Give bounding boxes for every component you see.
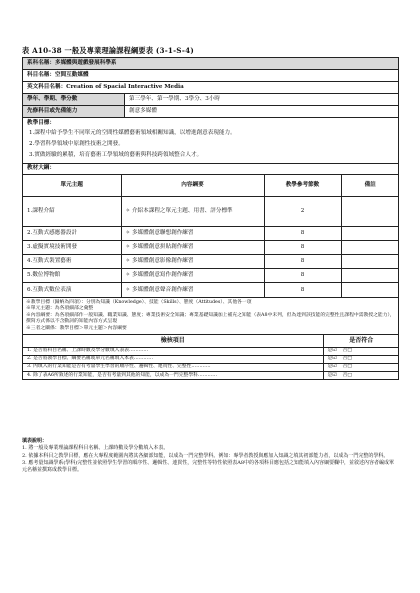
checklist-item: 3. 內填入的行業知能是否有考量學生學習的順序性、邏輯性、連貫性、完整性………… <box>23 363 323 371</box>
checklist-item: 1. 是否將科目名稱、上課時數及學分數填入表表………… <box>23 347 323 355</box>
objectives-heading: 教學目標： <box>27 120 55 126</box>
instruction-item: 3. 應考量知識學系(學科)完整性並依照學生學習的順序性、邏輯性、連貫性，完整性等特性依照表A8中的各項科目應包括之知能填入內容綱要欄中，並敘述內容者編成單元名稱並撰寫成教學目標。 <box>22 459 395 473</box>
unit-hours: 2 <box>264 197 341 227</box>
unit-content: ✧ 多媒體創意寫作創作練習 <box>121 269 264 283</box>
yes-checkbox[interactable]: 是☑ <box>327 364 337 370</box>
hours-column-header: 教學參考節數 <box>264 175 341 197</box>
note-line: ※三者之關係：教學目標＞單元主題＞內容綱要 <box>26 325 127 331</box>
checklist-result <box>323 347 399 355</box>
objective-item: 1.課程中給予學生不同單元的空間性媒體藝術領域相關知識，以增進創意表現能力。 <box>29 129 236 136</box>
course-outline-table <box>22 57 399 380</box>
note-line: ※教學目標（歸納為四項）：分別為知識（Knowledge）、技能（Skills）、態度（Attitudes）、其他各一項 <box>26 299 252 305</box>
unit-hours: 8 <box>264 269 341 283</box>
no-checkbox[interactable]: 否□ <box>342 372 352 378</box>
no-checkbox[interactable]: 否□ <box>342 356 352 362</box>
unit-note <box>341 241 399 255</box>
note-column-header: 備註 <box>341 175 399 197</box>
unit-note <box>341 255 399 269</box>
notes-cell <box>23 297 399 334</box>
year-semester-label: 學年、學期、學分數 <box>23 94 125 106</box>
no-checkbox[interactable]: 否□ <box>342 364 352 370</box>
unit-column-header: 單元主題 <box>23 175 121 197</box>
unit-hours: 8 <box>264 227 341 241</box>
outline-heading: 教材大綱： <box>23 163 399 174</box>
unit-note <box>341 269 399 283</box>
unit-topic: 4.互動式裝置藝術 <box>23 255 121 269</box>
unit-content: ✧ 介紹本課程之單元主題、用書、評分標準 <box>121 197 264 227</box>
unit-hours: 8 <box>264 255 341 269</box>
objectives-cell <box>23 118 399 164</box>
objective-item: 2.學習科學領域中原創性技術之開發。 <box>29 140 124 147</box>
unit-note <box>341 227 399 241</box>
instruction-item: 2. 依據本科目之教學目標，應在大專程度範圍內將其各細部知能，以成為一門完整學科。例如：專學者教授與應加入知識之填其初部能力者，以成為一門完整的學科。 <box>22 452 389 459</box>
prerequisite-value: 創意多媒體 <box>125 106 399 118</box>
unit-topic: 1.課程介紹 <box>23 197 121 227</box>
instructions-heading: 填表說明： <box>22 438 48 444</box>
yes-checkbox[interactable]: 是☑ <box>327 348 337 354</box>
unit-hours: 8 <box>264 241 341 255</box>
yes-checkbox[interactable]: 是☑ <box>327 372 337 378</box>
department-row: 系科名稱：多媒體與遊戲發展科學系 <box>23 58 399 70</box>
unit-content: ✧ 多媒體創意影像創作練習 <box>121 255 264 269</box>
checklist-item-header: 檢核項目 <box>23 335 323 347</box>
note-line: ※單元主題：為各項細部之彙整 <box>26 306 94 312</box>
objective-item: 3.實做經驗的累積，培育藝術工學領域的藝術與科技跨領域整合人才。 <box>29 151 203 158</box>
yes-checkbox[interactable]: 是☑ <box>327 356 337 362</box>
prerequisite-label: 先修科目或先備能力 <box>23 106 125 118</box>
unit-note <box>341 197 399 227</box>
checklist-result <box>323 355 399 363</box>
checklist-item: 4. 除了表A6所敘述的行業知能，是否有考量到其他的知能，以成為一門完整學科………… <box>23 371 323 379</box>
content-column-header: 內容綱要 <box>121 175 264 197</box>
note-line: ※內容綱要：為各項細部作一般知識、職業知識、態度；專業技術安全知識；專業基礎知識加上補充之知能（表A8中未列，但為達到該技能的完整性且課程中需教授之能力），撰寫方式係以不含動詞的知能內容方式呈現 <box>26 312 395 325</box>
unit-content: ✧ 多媒體創意拼貼創作練習 <box>121 241 264 255</box>
checklist-cell <box>23 335 399 380</box>
unit-topic: 5.數位博物館 <box>23 269 121 283</box>
checklist-result <box>323 371 399 379</box>
unit-content: ✧ 多媒體創意聲音創作練習 <box>121 283 264 297</box>
year-semester-value: 第三學年、第一學期、3學分、3小時 <box>125 94 399 106</box>
document-title: 表 A10-38 一般及專業理論課程綱要表 (3-1-S-4) <box>22 46 194 55</box>
unit-content: ✧ 多媒體創意聯想創作練習 <box>121 227 264 241</box>
filling-instructions <box>22 438 398 474</box>
unit-topic: 2.互動式感應器設計 <box>23 227 121 241</box>
course-english-name-row: 英文科目名稱：Creation of Spacial Interactive Media <box>23 82 399 94</box>
unit-note <box>341 283 399 297</box>
unit-topic: 6.互動式數位表演 <box>23 283 121 297</box>
checklist-table <box>23 335 399 379</box>
units-cell <box>23 174 399 297</box>
course-name-row: 科目名稱：空間互動媒體 <box>23 70 399 82</box>
instruction-item: 1. 將一般及專業理論課程科目名稱、上課時數及學分數填入本表。 <box>22 445 169 452</box>
no-checkbox[interactable]: 否□ <box>342 348 352 354</box>
unit-hours: 8 <box>264 283 341 297</box>
checklist-result <box>323 363 399 371</box>
units-table <box>23 175 399 297</box>
unit-topic: 3.虛擬實境技術開發 <box>23 241 121 255</box>
checklist-result-header: 是否符合 <box>323 335 399 347</box>
checklist-item: 2. 是否將教學目標、綱要名稱或單元名稱填入本表………… <box>23 355 323 363</box>
